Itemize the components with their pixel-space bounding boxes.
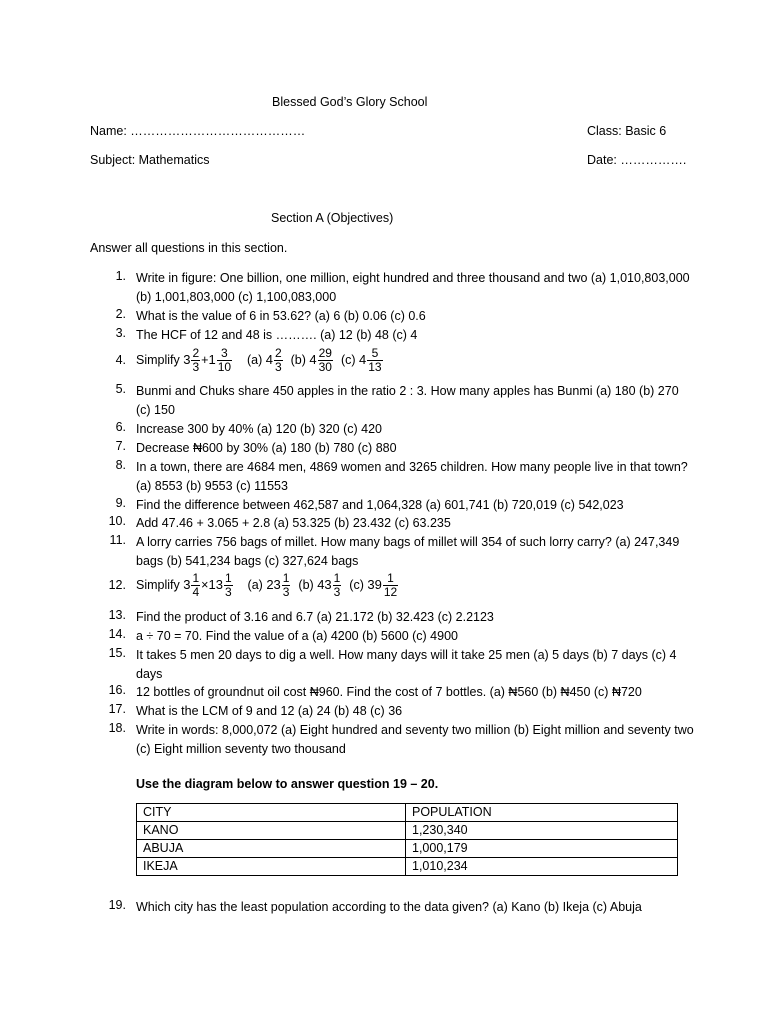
numerator: 2	[192, 346, 200, 361]
date-field: Date: …………….	[587, 153, 687, 167]
question-text: Increase 300 by 40% (a) 120 (b) 320 (c) 420	[136, 422, 382, 436]
simplify-label: Simplify	[136, 578, 180, 592]
question-text: Bunmi and Chuks share 450 apples in the ratio 2 : 3. How many apples has Bunmi (a) 180 (b) 270 (c) 150	[136, 384, 679, 417]
denominator: 12	[383, 585, 398, 600]
question-text: Find the product of 3.16 and 6.7 (a) 21.172 (b) 32.423 (c) 2.2123	[136, 610, 494, 624]
question-text: Write in figure: One billion, one million, eight hundred and three thousand and two (a) 1,010,803,000 (b) 1,001,803,000 (c) 1,100,083,000	[136, 271, 690, 304]
whole-number: 43	[317, 577, 332, 592]
option-b-label: (b)	[298, 578, 314, 592]
question-number: 10.	[108, 514, 126, 528]
denominator: 10	[217, 360, 232, 375]
option-c	[359, 346, 384, 375]
question-number: 13.	[108, 608, 126, 622]
school-name: Blessed God’s Glory School	[272, 95, 428, 109]
question-text: 12 bottles of groundnut oil cost ₦960. Find the cost of 7 bottles. (a) ₦560 (b) ₦450 (c) ₦720	[136, 685, 642, 699]
whole-number: 13	[208, 577, 223, 592]
denominator: 3	[224, 585, 232, 600]
table-cell: 1,230,340	[406, 822, 678, 840]
question-text: What is the LCM of 9 and 12 (a) 24 (b) 48 (c) 36	[136, 704, 403, 718]
question-number: 16.	[108, 683, 126, 697]
option-a	[266, 571, 291, 600]
class-label: Class: Basic 6	[587, 124, 667, 138]
question-text	[136, 569, 696, 601]
numerator: 29	[318, 346, 332, 361]
question-text: The HCF of 12 and 48 is ………. (a) 12 (b) 48 (c) 4	[136, 328, 418, 342]
operator: +	[201, 353, 209, 367]
question-text: A lorry carries 756 bags of millet. How many bags of millet will 354 of such lorry carry? (a) 247,349 bags (b) 541,234 bags (c) 327,624 bags	[136, 535, 680, 568]
option-b	[317, 571, 342, 600]
whole-number: 39	[367, 577, 382, 592]
numerator: 1	[383, 572, 398, 586]
question-number: 14.	[108, 627, 126, 641]
question-number: 18.	[108, 721, 126, 735]
question-text: a ÷ 70 = 70. Find the value of a (a) 4200 (b) 5600 (c) 4900	[136, 629, 458, 643]
question-number: 9.	[115, 496, 126, 510]
denominator: 4	[192, 585, 200, 600]
table-cell: ABUJA	[137, 840, 406, 858]
whole-number: 23	[266, 577, 281, 592]
section-instruction: Answer all questions in this section.	[90, 241, 288, 255]
question-text: Write in words: 8,000,072 (a) Eight hundred and seventy two million (b) Eight million and seventy two (c) Eight million seventy two thousand	[136, 723, 694, 756]
question-number: 15.	[108, 646, 126, 660]
diagram-instruction: Use the diagram below to answer question 19 – 20.	[136, 777, 439, 791]
simplify-label: Simplify	[136, 353, 180, 367]
question-number: 7.	[115, 439, 126, 453]
question-text: It takes 5 men 20 days to dig a well. How many days will it take 25 men (a) 5 days (b) 7 days (c) 4 days	[136, 648, 677, 681]
table-header-cell: CITY	[137, 804, 406, 822]
denominator: 3	[192, 360, 200, 375]
whole-number: 1	[208, 352, 216, 367]
table-cell: IKEJA	[137, 858, 406, 876]
denominator: 30	[318, 360, 332, 375]
question-number: 2.	[115, 307, 126, 321]
table-cell: 1,010,234	[406, 858, 678, 876]
option-c	[367, 571, 399, 600]
question-number: 17.	[108, 702, 126, 716]
fraction	[224, 572, 233, 599]
option-a-label: (a)	[247, 578, 263, 592]
table-cell: KANO	[137, 822, 406, 840]
numerator: 2	[274, 346, 282, 361]
whole-number: 4	[359, 352, 367, 367]
option-c-label: (c)	[340, 353, 356, 367]
question-text: Which city has the least population according to the data given? (a) Kano (b) Ikeja (c) Abuja	[136, 900, 642, 914]
section-title: Section A (Objectives)	[271, 211, 394, 225]
fraction	[274, 347, 283, 374]
numerator: 1	[192, 571, 200, 586]
table-header-row	[137, 804, 678, 822]
option-a-label: (a)	[246, 353, 263, 367]
operator: ×	[201, 578, 209, 592]
question-number: 4.	[115, 353, 126, 367]
numerator: 1	[282, 571, 290, 586]
table-header-cell: POPULATION	[406, 804, 678, 822]
fraction	[383, 572, 398, 599]
option-b-label: (b)	[290, 353, 306, 367]
fraction	[333, 572, 342, 599]
question-text: Decrease ₦600 by 30% (a) 180 (b) 780 (c) 880	[136, 441, 397, 455]
question-number: 8.	[115, 458, 126, 472]
question-text: What is the value of 6 in 53.62? (a) 6 (b) 0.06 (c) 0.6	[136, 309, 426, 323]
question-number: 19.	[108, 898, 126, 912]
question-number: 1.	[115, 269, 126, 283]
question-number: 5.	[115, 382, 126, 396]
numerator: 3	[217, 347, 232, 361]
numerator: 1	[224, 571, 232, 586]
expression	[183, 571, 233, 600]
option-a	[265, 346, 284, 375]
population-table	[136, 803, 678, 876]
whole-number: 4	[265, 352, 273, 367]
question-number: 3.	[115, 326, 126, 340]
question-text	[136, 344, 696, 376]
table-row	[137, 822, 678, 840]
whole-number: 3	[183, 352, 191, 367]
fraction	[217, 347, 232, 374]
question-text: Find the difference between 462,587 and 1,064,328 (a) 601,741 (b) 720,019 (c) 542,023	[136, 498, 624, 512]
fraction	[191, 572, 200, 599]
fraction	[318, 347, 333, 374]
table-row	[137, 840, 678, 858]
numerator: 1	[333, 571, 341, 586]
option-b	[309, 346, 334, 375]
denominator: 3	[282, 585, 290, 600]
table-row	[137, 858, 678, 876]
question-number: 6.	[115, 420, 126, 434]
fraction	[367, 347, 382, 374]
fraction	[191, 347, 200, 374]
question-number: 11.	[109, 533, 126, 547]
numerator: 5	[367, 347, 382, 361]
question-text: In a town, there are 4684 men, 4869 women and 3265 children. How many people live in that town? (a) 8553 (b) 9553 (c) 11553	[136, 460, 688, 493]
denominator: 3	[333, 585, 341, 600]
subject-label: Subject: Mathematics	[90, 153, 210, 167]
table-cell: 1,000,179	[406, 840, 678, 858]
denominator: 3	[274, 360, 282, 375]
whole-number: 3	[183, 577, 191, 592]
question-text: Add 47.46 + 3.065 + 2.8 (a) 53.325 (b) 23.432 (c) 63.235	[136, 516, 451, 530]
fraction	[282, 572, 291, 599]
denominator: 13	[368, 360, 382, 375]
expression	[183, 346, 233, 375]
name-field: Name: ……………………………………	[90, 124, 306, 138]
question-number: 12.	[108, 578, 126, 592]
option-c-label: (c)	[349, 578, 364, 592]
whole-number: 4	[309, 352, 317, 367]
